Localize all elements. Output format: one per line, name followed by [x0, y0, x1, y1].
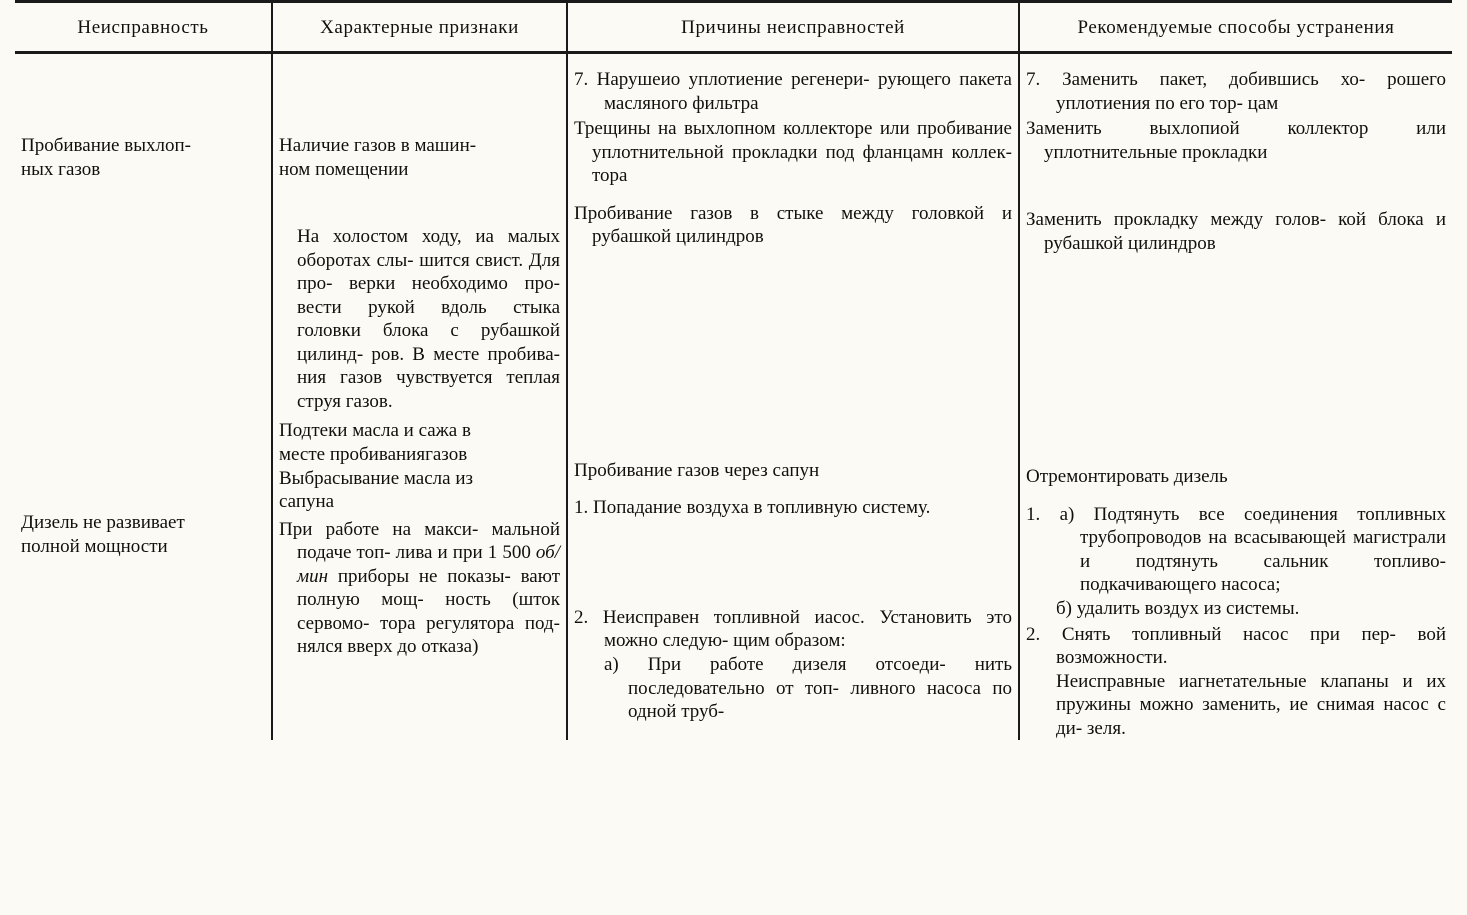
remedy-item-1a-tighten: 1. а) Подтянуть все соединения топливных трубопроводов на всасывающей магистрали и подтянуть сальник топливо- подкачивающего насоса;	[1026, 503, 1446, 596]
cell-causes-column	[567, 53, 1019, 741]
fault-low-power-line2: полной мощности	[21, 535, 168, 557]
cause-item-2a-disconnect-pipes: а) При работе дизеля отсоеди- нить последовательно от топ- ливного насоса по одной труб-	[604, 654, 1012, 723]
cause-gas-through-breather: Пробивание газов через сапун	[574, 459, 820, 481]
symptom-rpm-value: 1 500	[487, 542, 536, 564]
cause-gas-blowby-joint: Пробивание газов в стыке между головкой и рубашкой цилиндров	[574, 202, 1012, 248]
symptom-gas-in-engine-room-line2: ном помещении	[279, 158, 409, 180]
cause-item-7: 7. Нарушеио уплотиение регенери- рующего пакета масляного фильтра	[574, 69, 1012, 114]
symptom-max-fuel-delivery	[279, 518, 560, 659]
fault-exhaust-gas-line1: Пробивание выхлоп-	[21, 135, 191, 156]
cell-fault-column	[15, 53, 272, 741]
fault-exhaust-gas-line2: ных газов	[21, 158, 101, 180]
remedy-item-7: 7. Заменить пакет, добившись хо- рошего уплотиения по его тор- цам	[1026, 69, 1446, 114]
symptom-oil-soot-line1: Подтеки масла и сажа в	[279, 420, 471, 442]
column-header-remedies: Рекомендуемые способы устранения	[1019, 2, 1452, 53]
remedy-overhaul-diesel: Отремонтировать дизель	[1026, 466, 1228, 488]
table-header-row	[15, 2, 1452, 53]
symptom-max-fuel-part-a: При работе на макси- мальной подаче топ- лива и при	[279, 518, 560, 564]
column-header-fault: Неисправность	[15, 2, 272, 53]
symptom-max-fuel-part-b: приборы не показы- вают полную мощ- ность (шток сервомо- тора регулятора под- нялся вверх до отказа)	[297, 565, 560, 658]
troubleshooting-table	[15, 0, 1452, 740]
symptom-oil-ejection-line1: Выбрасывание масла из	[279, 467, 474, 489]
table-row	[15, 53, 1452, 741]
cell-remedies-column	[1019, 53, 1452, 741]
cause-manifold-cracks: Трещины на выхлопном коллекторе или пробивание уплотнительной прокладки под фланцамн коллек- тора	[574, 118, 1012, 187]
symptom-oil-ejection-line2: сапуна	[279, 491, 335, 513]
remedy-item-2-remove-pump: 2. Снять топливный насос при пер- вой возможности.	[1026, 623, 1446, 669]
remedy-replace-gasket: Заменить прокладку между голов- кой блока и рубашкой цилиндров	[1026, 209, 1446, 254]
symptom-oil-soot-line2: месте пробиваниягазов	[279, 444, 468, 466]
cell-symptoms-column	[272, 53, 567, 741]
symptom-rpm-unit: об/мин	[297, 542, 560, 587]
remedy-replace-manifold: Заменить выхлопиой коллектор или уплотнительные прокладки	[1026, 118, 1446, 163]
fault-low-power-line1: Дизель не развивает	[21, 512, 185, 534]
cause-item-1-air-in-fuel: 1. Попадание воздуха в топливную систему.	[574, 497, 931, 519]
column-header-causes: Причины неисправностей	[567, 2, 1019, 53]
remedy-item-1b-bleed-air: б) удалить воздух из системы.	[1056, 598, 1300, 620]
symptom-idle-whistle: На холостом ходу, иа малых оборотах слы- шится свист. Для про- верки необходимо про- вести рукой вдоль стыка головки блока с рубашкой цилинд- ров. В месте пробива- ния газов чувствуется теплая струя газов.	[297, 226, 560, 412]
symptom-gas-in-engine-room-line1: Наличие газов в машин-	[279, 135, 477, 156]
remedy-item-2-valves-note: Неисправные иагнетательные клапаны и их пружины можно заменить, ие снимая насос с ди- зеля.	[1056, 670, 1446, 739]
cause-item-2-pump-fault: 2. Неисправен топливной иасос. Установить это можно следую- щим образом:	[574, 606, 1012, 652]
column-header-symptoms: Характерные признаки	[272, 2, 567, 53]
